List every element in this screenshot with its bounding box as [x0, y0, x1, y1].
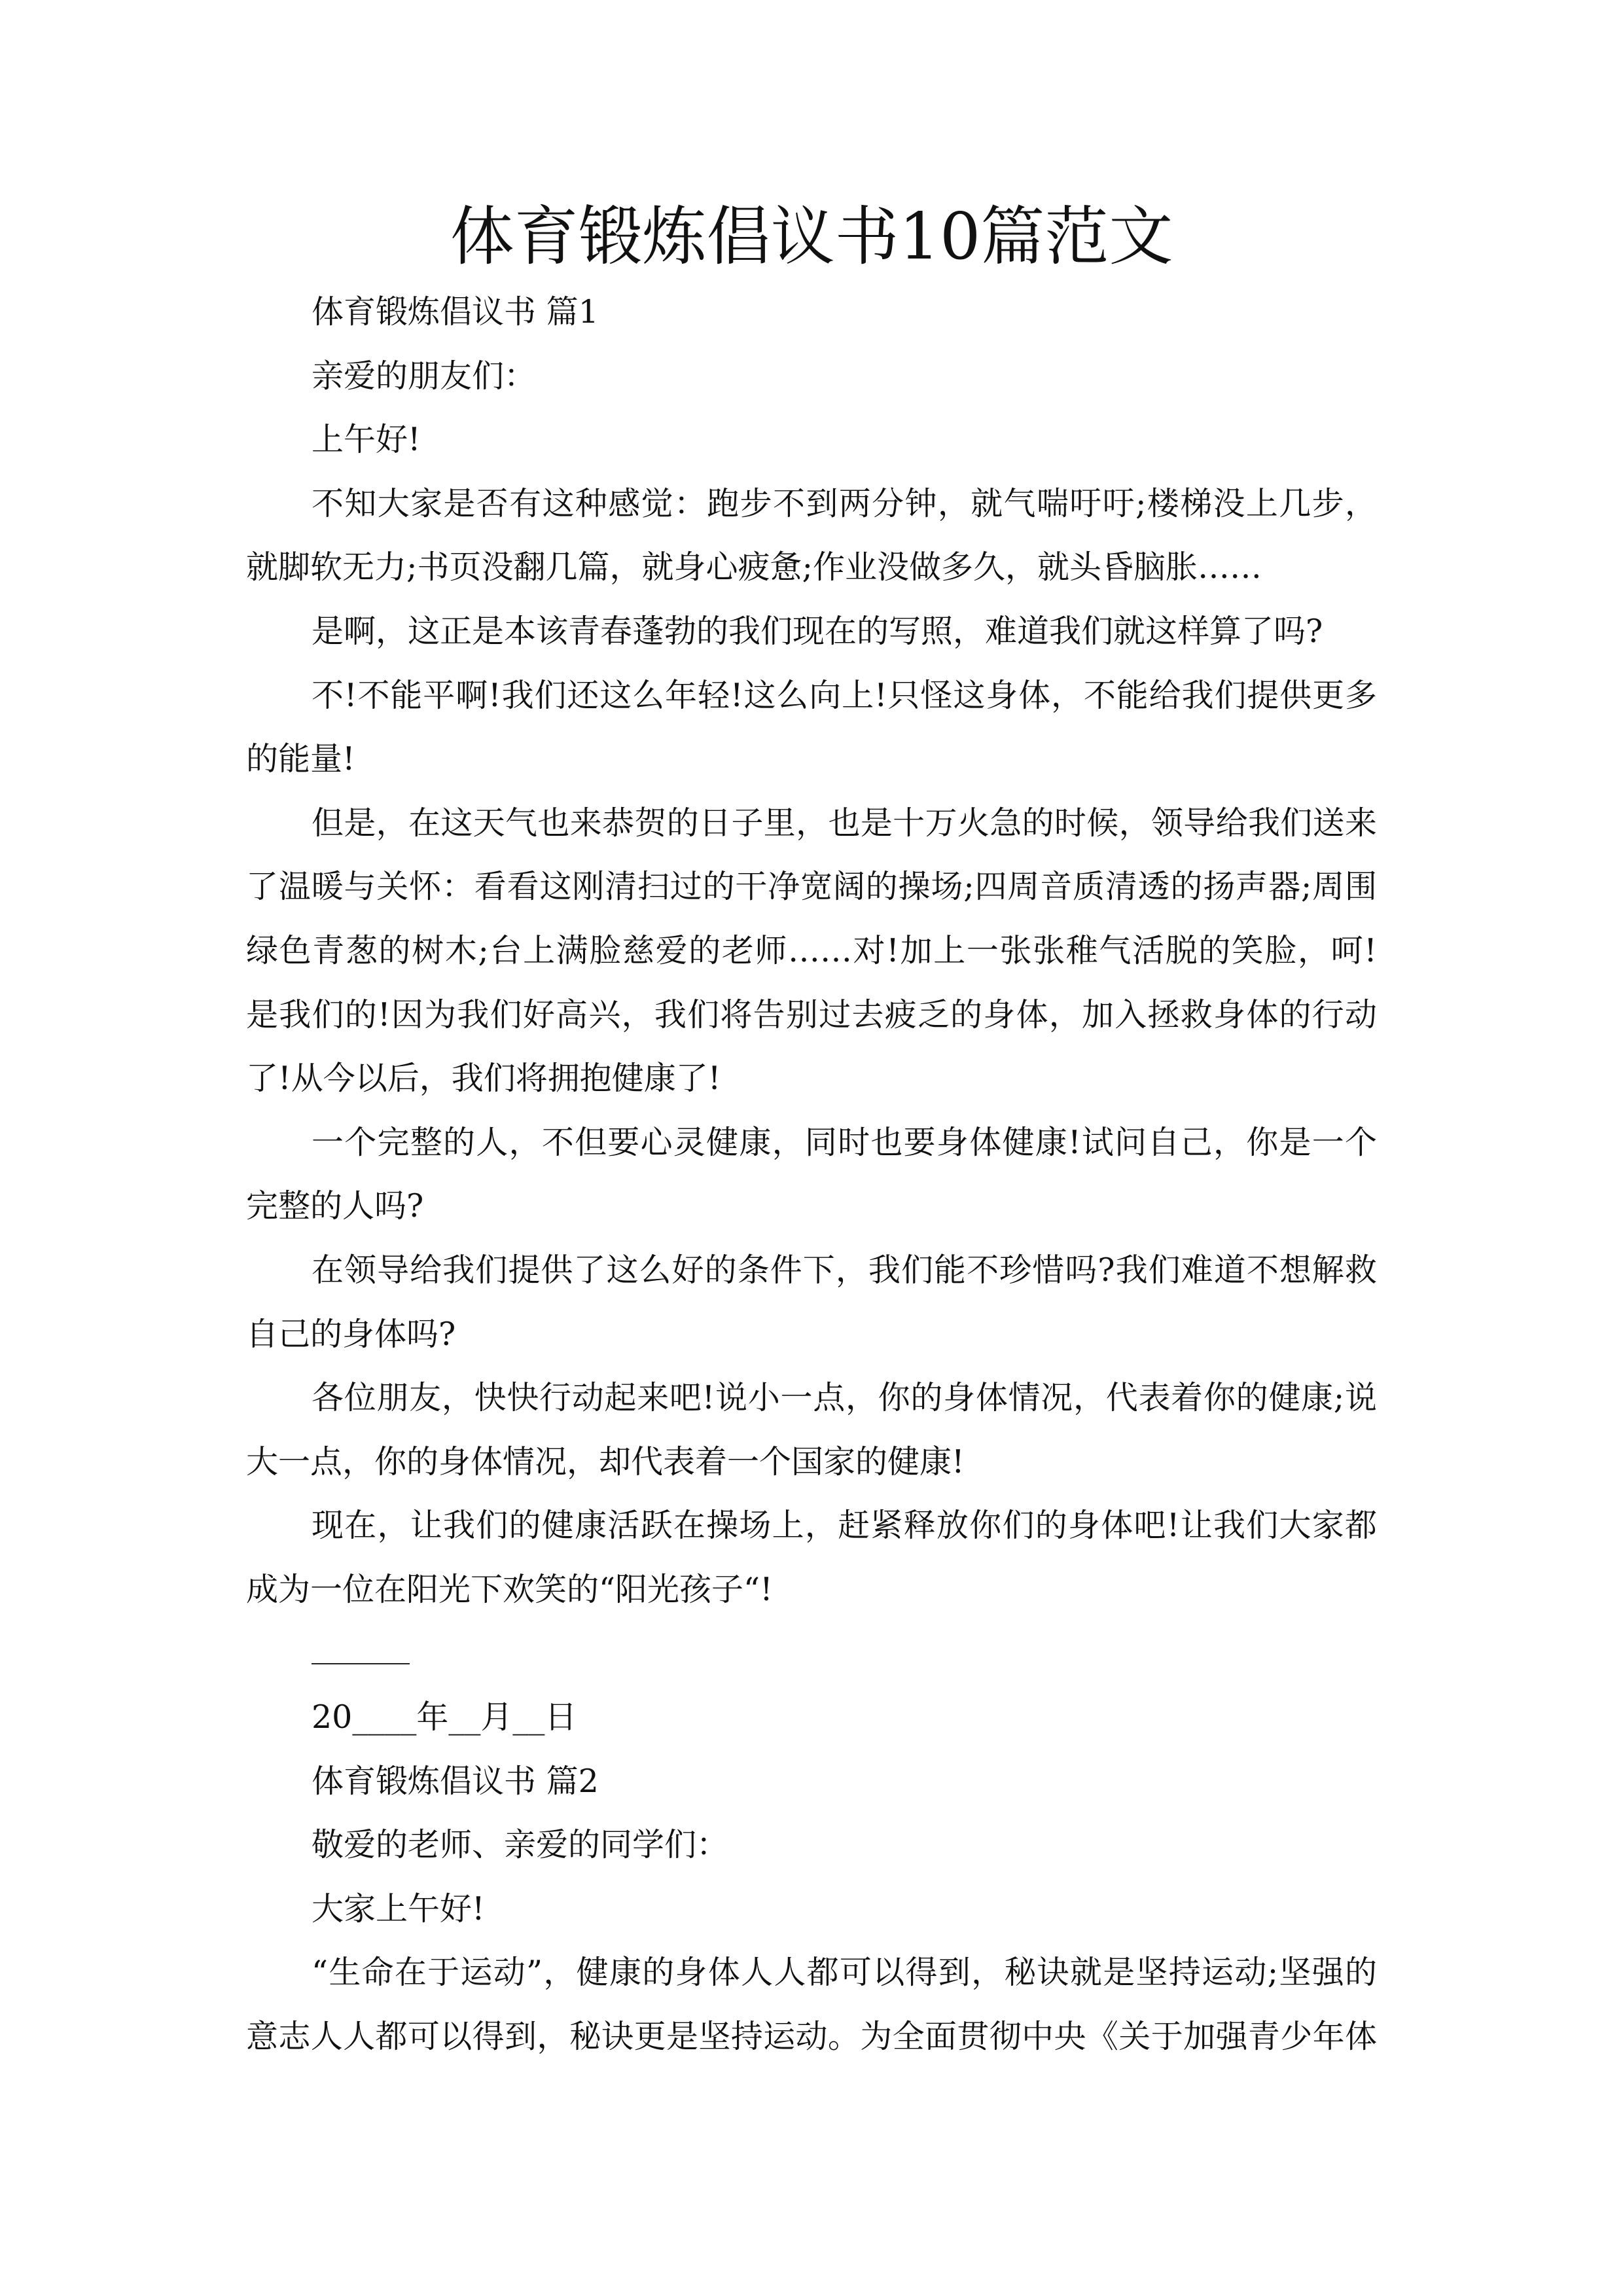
text-line: 大家上午好! — [312, 1890, 485, 1928]
text-line: 了温暖与关怀：看看这刚清扫过的干净宽阔的操场;四周音质清透的扬声器;周围 — [246, 868, 1377, 906]
text-line: 是我们的!因为我们好高兴，我们将告别过去疲乏的身体，加入拯救身体的行动 — [246, 996, 1377, 1033]
text-line: 了!从今以后，我们将拥抱健康了! — [246, 1060, 721, 1098]
text-line: 不知大家是否有这种感觉：跑步不到两分钟，就气喘吁吁;楼梯没上几步， — [312, 484, 1377, 522]
text-line: “生命在于运动”，健康的身体人人都可以得到，秘诀就是坚持运动;坚强的 — [312, 1954, 1377, 1992]
signature-line — [246, 1621, 1377, 1685]
text-line: 意志人人都可以得到，秘诀更是坚持运动。为全面贯彻中央《关于加强青少年体 — [246, 2018, 1377, 2056]
document-title: 体育锻炼倡议书10篇范文 — [450, 200, 1173, 274]
text-line: 在领导给我们提供了这么好的条件下，我们能不珍惜吗?我们难道不想解救 — [312, 1251, 1377, 1289]
text-line: 亲爱的朋友们： — [312, 357, 537, 395]
text-line: 自己的身体吗? — [246, 1315, 456, 1353]
text-line: 上午好! — [312, 421, 421, 459]
text-line: 体育锻炼倡议书 篇2 — [312, 1762, 599, 1800]
text-line: 现在，让我们的健康活跃在操场上，赶紧释放你们的身体吧!让我们大家都 — [312, 1507, 1377, 1545]
text-line: 一个完整的人，不但要心灵健康，同时也要身体健康!试问自己，你是一个 — [312, 1123, 1377, 1161]
text-line: 20____年__月__日 — [312, 1698, 577, 1736]
signature-rule — [312, 1663, 410, 1664]
text-line: 体育锻炼倡议书 篇1 — [312, 293, 599, 331]
text-line: 就脚软无力;书页没翻几篇，就身心疲惫;作业没做多久，就头昏脑胀…… — [246, 548, 1262, 586]
text-line: 但是，在这天气也来恭贺的日子里，也是十万火急的时候，领导给我们送来 — [312, 804, 1377, 842]
document-body — [246, 280, 1377, 2069]
text-line: 的能量! — [246, 740, 355, 778]
text-line: 各位朋友，快快行动起来吧!说小一点，你的身体情况，代表着你的健康;说 — [312, 1379, 1377, 1417]
text-line: 绿色青葱的树木;台上满脸慈爱的老师……对!加上一张张稚气活脱的笑脸，呵! — [246, 931, 1377, 969]
text-line: 完整的人吗? — [246, 1187, 424, 1225]
text-line: 大一点，你的身体情况，却代表着一个国家的健康! — [246, 1443, 965, 1480]
text-line: 成为一位在阳光下欢笑的“阳光孩子“! — [246, 1570, 773, 1608]
text-line: 不!不能平啊!我们还这么年轻!这么向上!只怪这身体，不能给我们提供更多 — [312, 676, 1377, 714]
text-line: 是啊，这正是本该青春蓬勃的我们现在的写照，难道我们就这样算了吗? — [312, 612, 1323, 650]
text-line: 敬爱的老师、亲爱的同学们： — [312, 1826, 729, 1864]
